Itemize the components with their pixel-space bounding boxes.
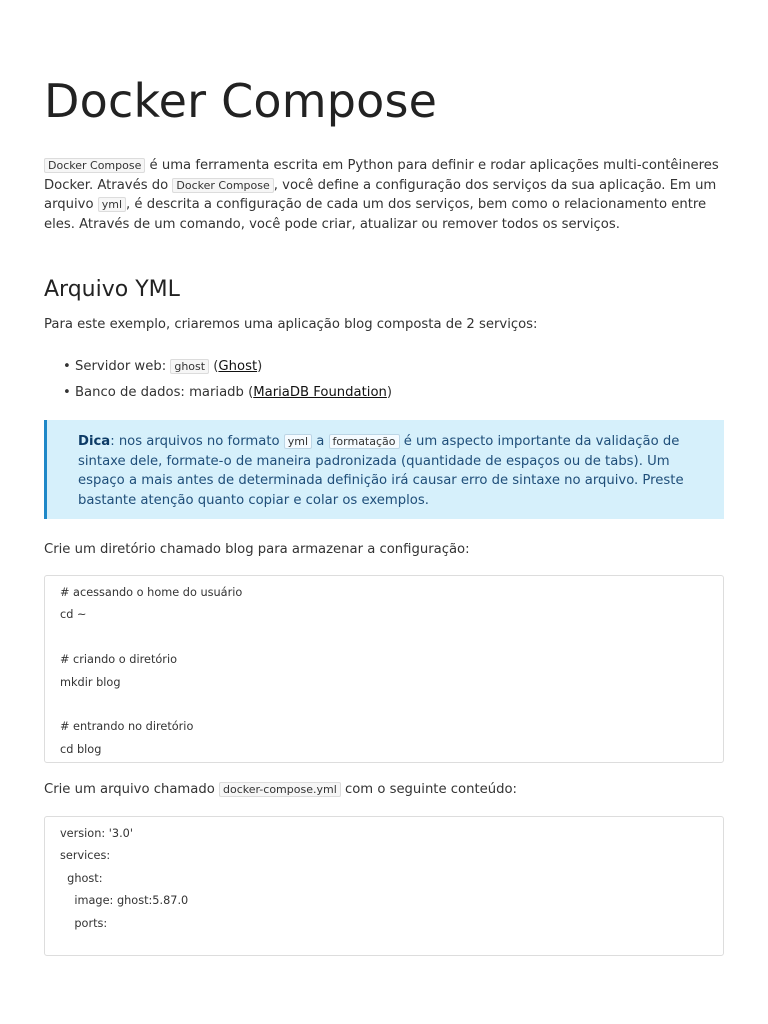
intro-paragraph xyxy=(44,156,724,234)
code-line xyxy=(60,630,708,652)
inline-code: Docker Compose xyxy=(172,178,273,193)
paren: ) xyxy=(257,359,263,374)
list-item xyxy=(75,354,392,380)
code-line: version: '3.0' xyxy=(60,827,133,840)
tip-callout xyxy=(44,420,724,519)
example-paragraph: Para este exemplo, criaremos uma aplicação blog composta de 2 serviços: xyxy=(44,317,538,332)
intro-text-3: , é descrita a configuração de cada um dos serviços, bem como o relacionamento entre eles. Através de um comando, você pode criar, atualizar ou remover todos os serviços. xyxy=(44,197,707,232)
intro-text-1: é uma ferramenta escrita em Python para definir e rodar aplicações multi-contêineres Docker. Através do xyxy=(44,158,719,193)
inline-code: yml xyxy=(284,434,312,449)
code-line: services: xyxy=(60,849,111,863)
service-label: Servidor web: xyxy=(75,359,171,374)
paren: ( xyxy=(209,359,219,374)
tip-text-2: a xyxy=(312,434,329,449)
tip-text-1: : nos arquivos no formato xyxy=(110,434,284,449)
code-line: image: ghost:5.87.0 xyxy=(60,894,189,908)
code-block-compose[interactable] xyxy=(44,816,724,956)
code-line: # criando o diretório xyxy=(60,653,178,667)
section-heading: Arquivo YML xyxy=(44,277,180,302)
code-line: ports: xyxy=(60,916,108,930)
mariadb-link[interactable]: MariaDB Foundation xyxy=(253,385,387,400)
paren: ) xyxy=(386,385,393,400)
code-line: cd blog xyxy=(60,742,102,756)
inline-code: ghost xyxy=(170,359,209,374)
inline-code: formatação xyxy=(329,434,400,449)
code-line: cd ~ xyxy=(60,608,87,622)
page-title: Docker Compose xyxy=(44,74,438,128)
ghost-link[interactable]: Ghost xyxy=(218,359,258,374)
code-line: ghost: xyxy=(60,871,103,885)
create-file-text-2: com o seguinte conteúdo: xyxy=(340,782,517,797)
inline-code: yml xyxy=(98,197,126,212)
tip-text-3: é um aspecto importante da validação de sintaxe dele, formate-o de maneira padronizada (quantidade de espaços ou de tabs). Um espaço a mais antes de determinada definição irá causar erro de sintaxe no arquivo. Preste bastante atenção quanto copiar e colar os exemplos. xyxy=(78,434,684,508)
inline-code: docker-compose.yml xyxy=(219,782,341,797)
code-line xyxy=(60,697,708,719)
list-item xyxy=(75,380,392,406)
code-line: # acessando o home do usuário xyxy=(60,586,243,599)
code-line: # entrando no diretório xyxy=(60,720,194,734)
create-file-paragraph xyxy=(44,780,517,799)
create-file-text-1: Crie um arquivo chamado xyxy=(44,782,219,797)
code-block-dir[interactable] xyxy=(44,575,724,763)
intro-text-2: , você define a configuração dos serviços da sua aplicação. Em um arquivo xyxy=(44,177,717,212)
service-label: Banco de dados: mariadb ( xyxy=(75,385,254,400)
inline-code: Docker Compose xyxy=(44,158,145,173)
tip-label: Dica xyxy=(78,434,111,449)
create-dir-paragraph: Crie um diretório chamado blog para armazenar a configuração: xyxy=(44,542,470,557)
services-list xyxy=(44,354,392,406)
code-line: mkdir blog xyxy=(60,675,121,689)
